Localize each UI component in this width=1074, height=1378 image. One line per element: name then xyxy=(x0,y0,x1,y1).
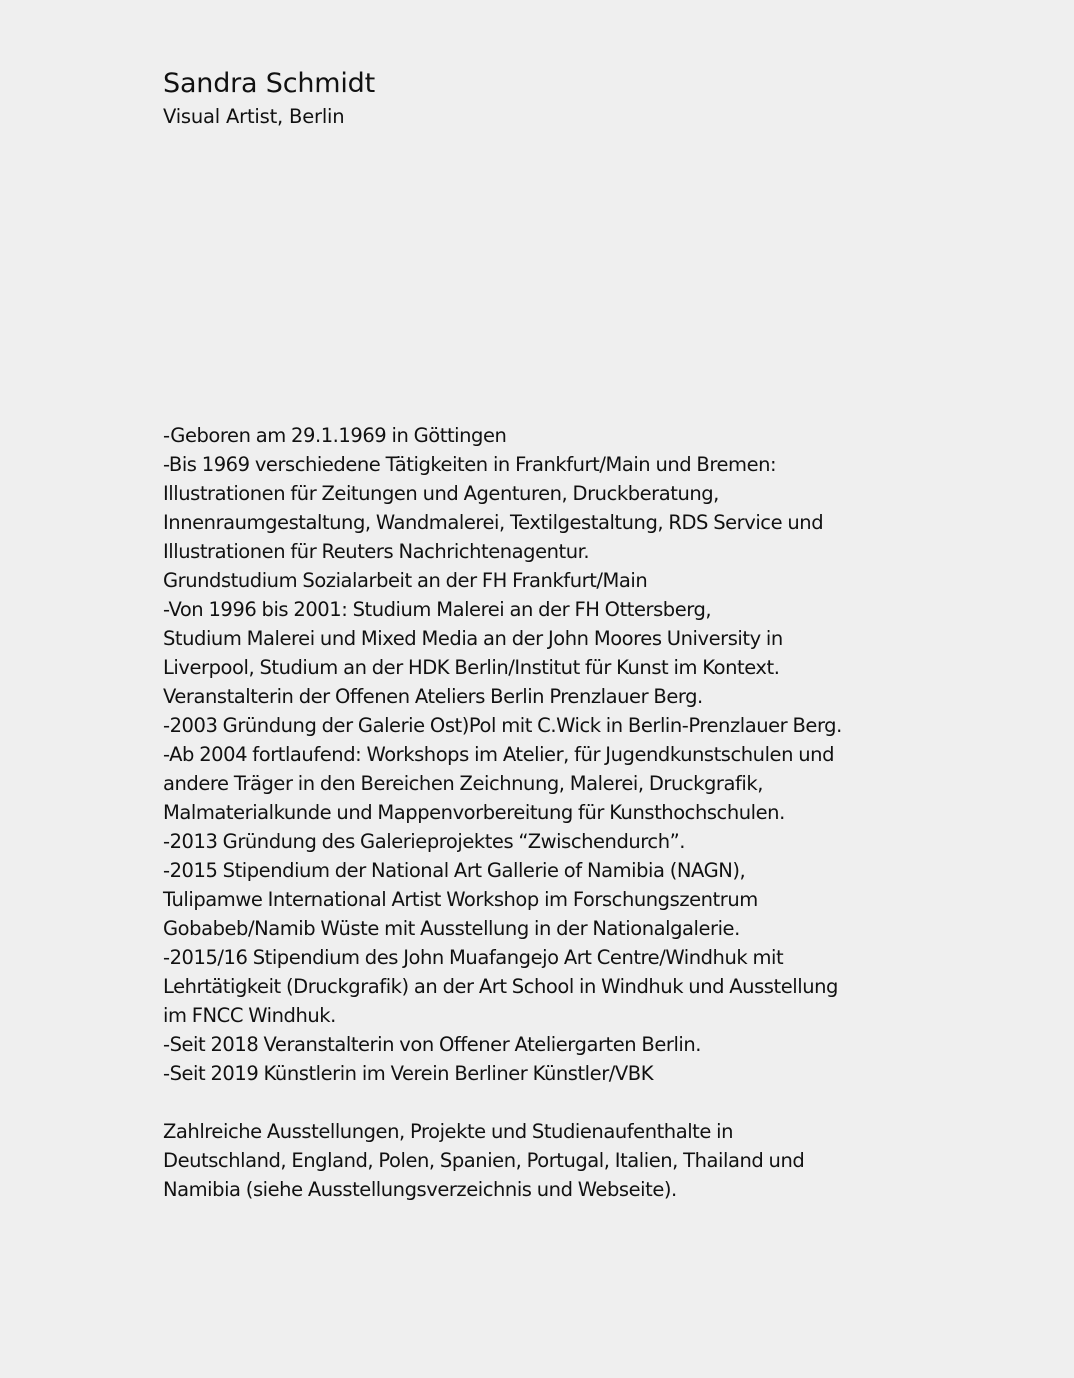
artist-name: Sandra Schmidt xyxy=(163,68,375,99)
bio-line: -Geboren am 29.1.1969 in Göttingen xyxy=(163,424,507,447)
bio-line: Liverpool, Studium an der HDK Berlin/Institut für Kunst im Kontext. xyxy=(163,656,780,679)
bio-line: Illustrationen für Reuters Nachrichtenagentur. xyxy=(163,540,590,563)
bio-line: Studium Malerei und Mixed Media an der John Moores University in xyxy=(163,627,783,650)
bio-line: -Von 1996 bis 2001: Studium Malerei an der FH Ottersberg, xyxy=(163,598,712,621)
summary-line: Deutschland, England, Polen, Spanien, Portugal, Italien, Thailand und xyxy=(163,1149,805,1172)
bio-line: -2003 Gründung der Galerie Ost)Pol mit C.Wick in Berlin-Prenzlauer Berg. xyxy=(163,714,842,737)
bio-line: -2015/16 Stipendium des John Muafangejo Art Centre/Windhuk mit xyxy=(163,946,784,969)
summary-line: Zahlreiche Ausstellungen, Projekte und Studienaufenthalte in xyxy=(163,1120,734,1143)
summary-line: Namibia (siehe Ausstellungsverzeichnis und Webseite). xyxy=(163,1178,677,1201)
bio-line: -Ab 2004 fortlaufend: Workshops im Atelier, für Jugendkunstschulen und xyxy=(163,743,835,766)
biography xyxy=(163,421,983,1204)
paragraph-spacer xyxy=(163,1088,983,1117)
bio-line: Grundstudium Sozialarbeit an der FH Frankfurt/Main xyxy=(163,569,648,592)
bio-line: andere Träger in den Bereichen Zeichnung, Malerei, Druckgrafik, xyxy=(163,772,763,795)
bio-line: im FNCC Windhuk. xyxy=(163,1004,336,1027)
biography-timeline xyxy=(163,421,983,1088)
bio-line: Innenraumgestaltung, Wandmalerei, Textilgestaltung, RDS Service und xyxy=(163,511,824,534)
bio-line: Veranstalterin der Offenen Ateliers Berlin Prenzlauer Berg. xyxy=(163,685,703,708)
biography-summary xyxy=(163,1117,983,1204)
bio-line: Tulipamwe International Artist Workshop im Forschungszentrum xyxy=(163,888,758,911)
bio-line: -Seit 2019 Künstlerin im Verein Berliner Künstler/VBK xyxy=(163,1062,654,1085)
bio-line: Gobabeb/Namib Wüste mit Ausstellung in der Nationalgalerie. xyxy=(163,917,740,940)
bio-line: Malmaterialkunde und Mappenvorbereitung für Kunsthochschulen. xyxy=(163,801,785,824)
bio-line: -2013 Gründung des Galerieprojektes “Zwischendurch”. xyxy=(163,830,686,853)
bio-line: Illustrationen für Zeitungen und Agenturen, Druckberatung, xyxy=(163,482,719,505)
bio-line: Lehrtätigkeit (Druckgrafik) an der Art School in Windhuk und Ausstellung xyxy=(163,975,838,998)
page-header xyxy=(163,66,375,132)
artist-subtitle: Visual Artist, Berlin xyxy=(163,105,345,128)
bio-line: -Seit 2018 Veranstalterin von Offener Ateliergarten Berlin. xyxy=(163,1033,702,1056)
bio-line: -Bis 1969 verschiedene Tätigkeiten in Frankfurt/Main und Bremen: xyxy=(163,453,777,476)
bio-line: -2015 Stipendium der National Art Gallerie of Namibia (NAGN), xyxy=(163,859,746,882)
